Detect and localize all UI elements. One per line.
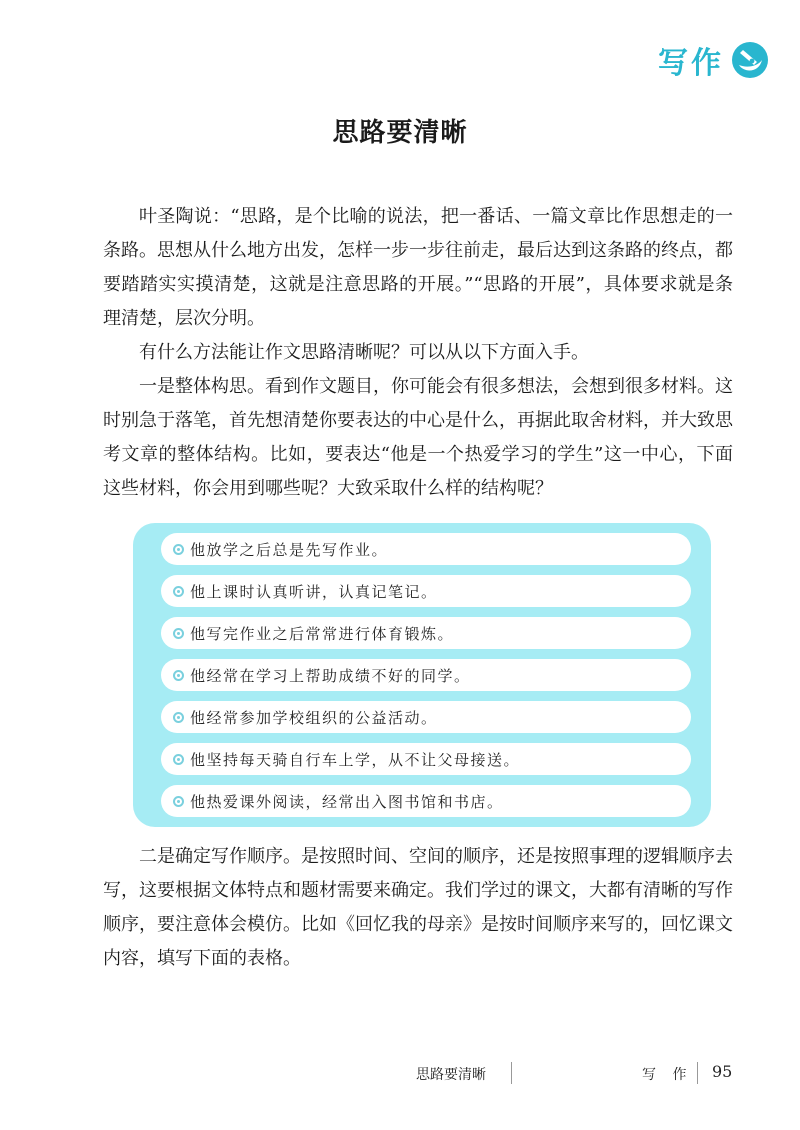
paragraph: 叶圣陶说：“思路，是个比喻的说法，把一番话、一篇文章比作思想走的一条路。思想从什么地方出发，怎样一步一步往前走，最后达到这条路的终点，都要踏踏实实摸清楚，这就是注意思路的开展。”“思路的开展”，具体要求就是条理清楚，层次分明。 (103, 206, 733, 329)
footer-divider (697, 1062, 698, 1084)
footer-section: 写 作 (642, 1067, 693, 1083)
circle-bullet-icon (173, 628, 184, 639)
material-item (161, 533, 691, 565)
paragraph: 二是确定写作顺序。是按照时间、空间的顺序，还是按照事理的逻辑顺序去写，这要根据文体特点和题材需要来确定。我们学过的课文，大都有清晰的写作顺序，要注意体会模仿。比如《回忆我的母亲》是按时间顺序来写的，回忆课文内容，填写下面的表格。 (103, 846, 733, 969)
circle-bullet-icon (173, 544, 184, 555)
material-text: 他坚持每天骑自行车上学，从不让父母接送。 (190, 750, 521, 769)
footer-divider (511, 1062, 512, 1084)
material-text: 他经常参加学校组织的公益活动。 (190, 708, 438, 727)
material-item (161, 701, 691, 733)
material-item (161, 575, 691, 607)
circle-bullet-icon (173, 754, 184, 765)
section-label: 写作 (658, 46, 724, 81)
material-text: 他经常在学习上帮助成绩不好的同学。 (190, 666, 471, 685)
intro-text (103, 200, 733, 506)
materials-list (161, 533, 691, 827)
paragraph: 一是整体构思。看到作文题目，你可能会有很多想法，会想到很多材料。这时别急于落笔，首先想清楚你要表达的中心是什么，再据此取舍材料，并大致思考文章的整体结构。比如，要表达“他是一个热爱学习的学生”这一中心，下面这些材料，你会用到哪些呢？大致采取什么样的结构呢？ (103, 376, 733, 499)
materials-box (133, 523, 711, 827)
material-item (161, 617, 691, 649)
material-item (161, 785, 691, 817)
page-footer (0, 1062, 800, 1086)
section-corner-label (658, 38, 770, 82)
material-text: 他写完作业之后常常进行体育锻炼。 (190, 624, 455, 643)
writing-badge-icon (730, 40, 770, 80)
footer-title: 思路要清晰 (416, 1067, 486, 1083)
material-text: 他热爱课外阅读，经常出入图书馆和书店。 (190, 792, 504, 811)
writing-order-text (103, 840, 733, 976)
paragraph: 有什么方法能让作文思路清晰呢？可以从以下方面入手。 (139, 342, 589, 363)
material-text: 他放学之后总是先写作业。 (190, 540, 389, 559)
material-item (161, 659, 691, 691)
circle-bullet-icon (173, 586, 184, 597)
material-text: 他上课时认真听讲，认真记笔记。 (190, 582, 438, 601)
page-title: 思路要清晰 (332, 118, 468, 148)
circle-bullet-icon (173, 712, 184, 723)
page-number: 95 (712, 1062, 733, 1081)
circle-bullet-icon (173, 670, 184, 681)
material-item (161, 743, 691, 775)
circle-bullet-icon (173, 796, 184, 807)
